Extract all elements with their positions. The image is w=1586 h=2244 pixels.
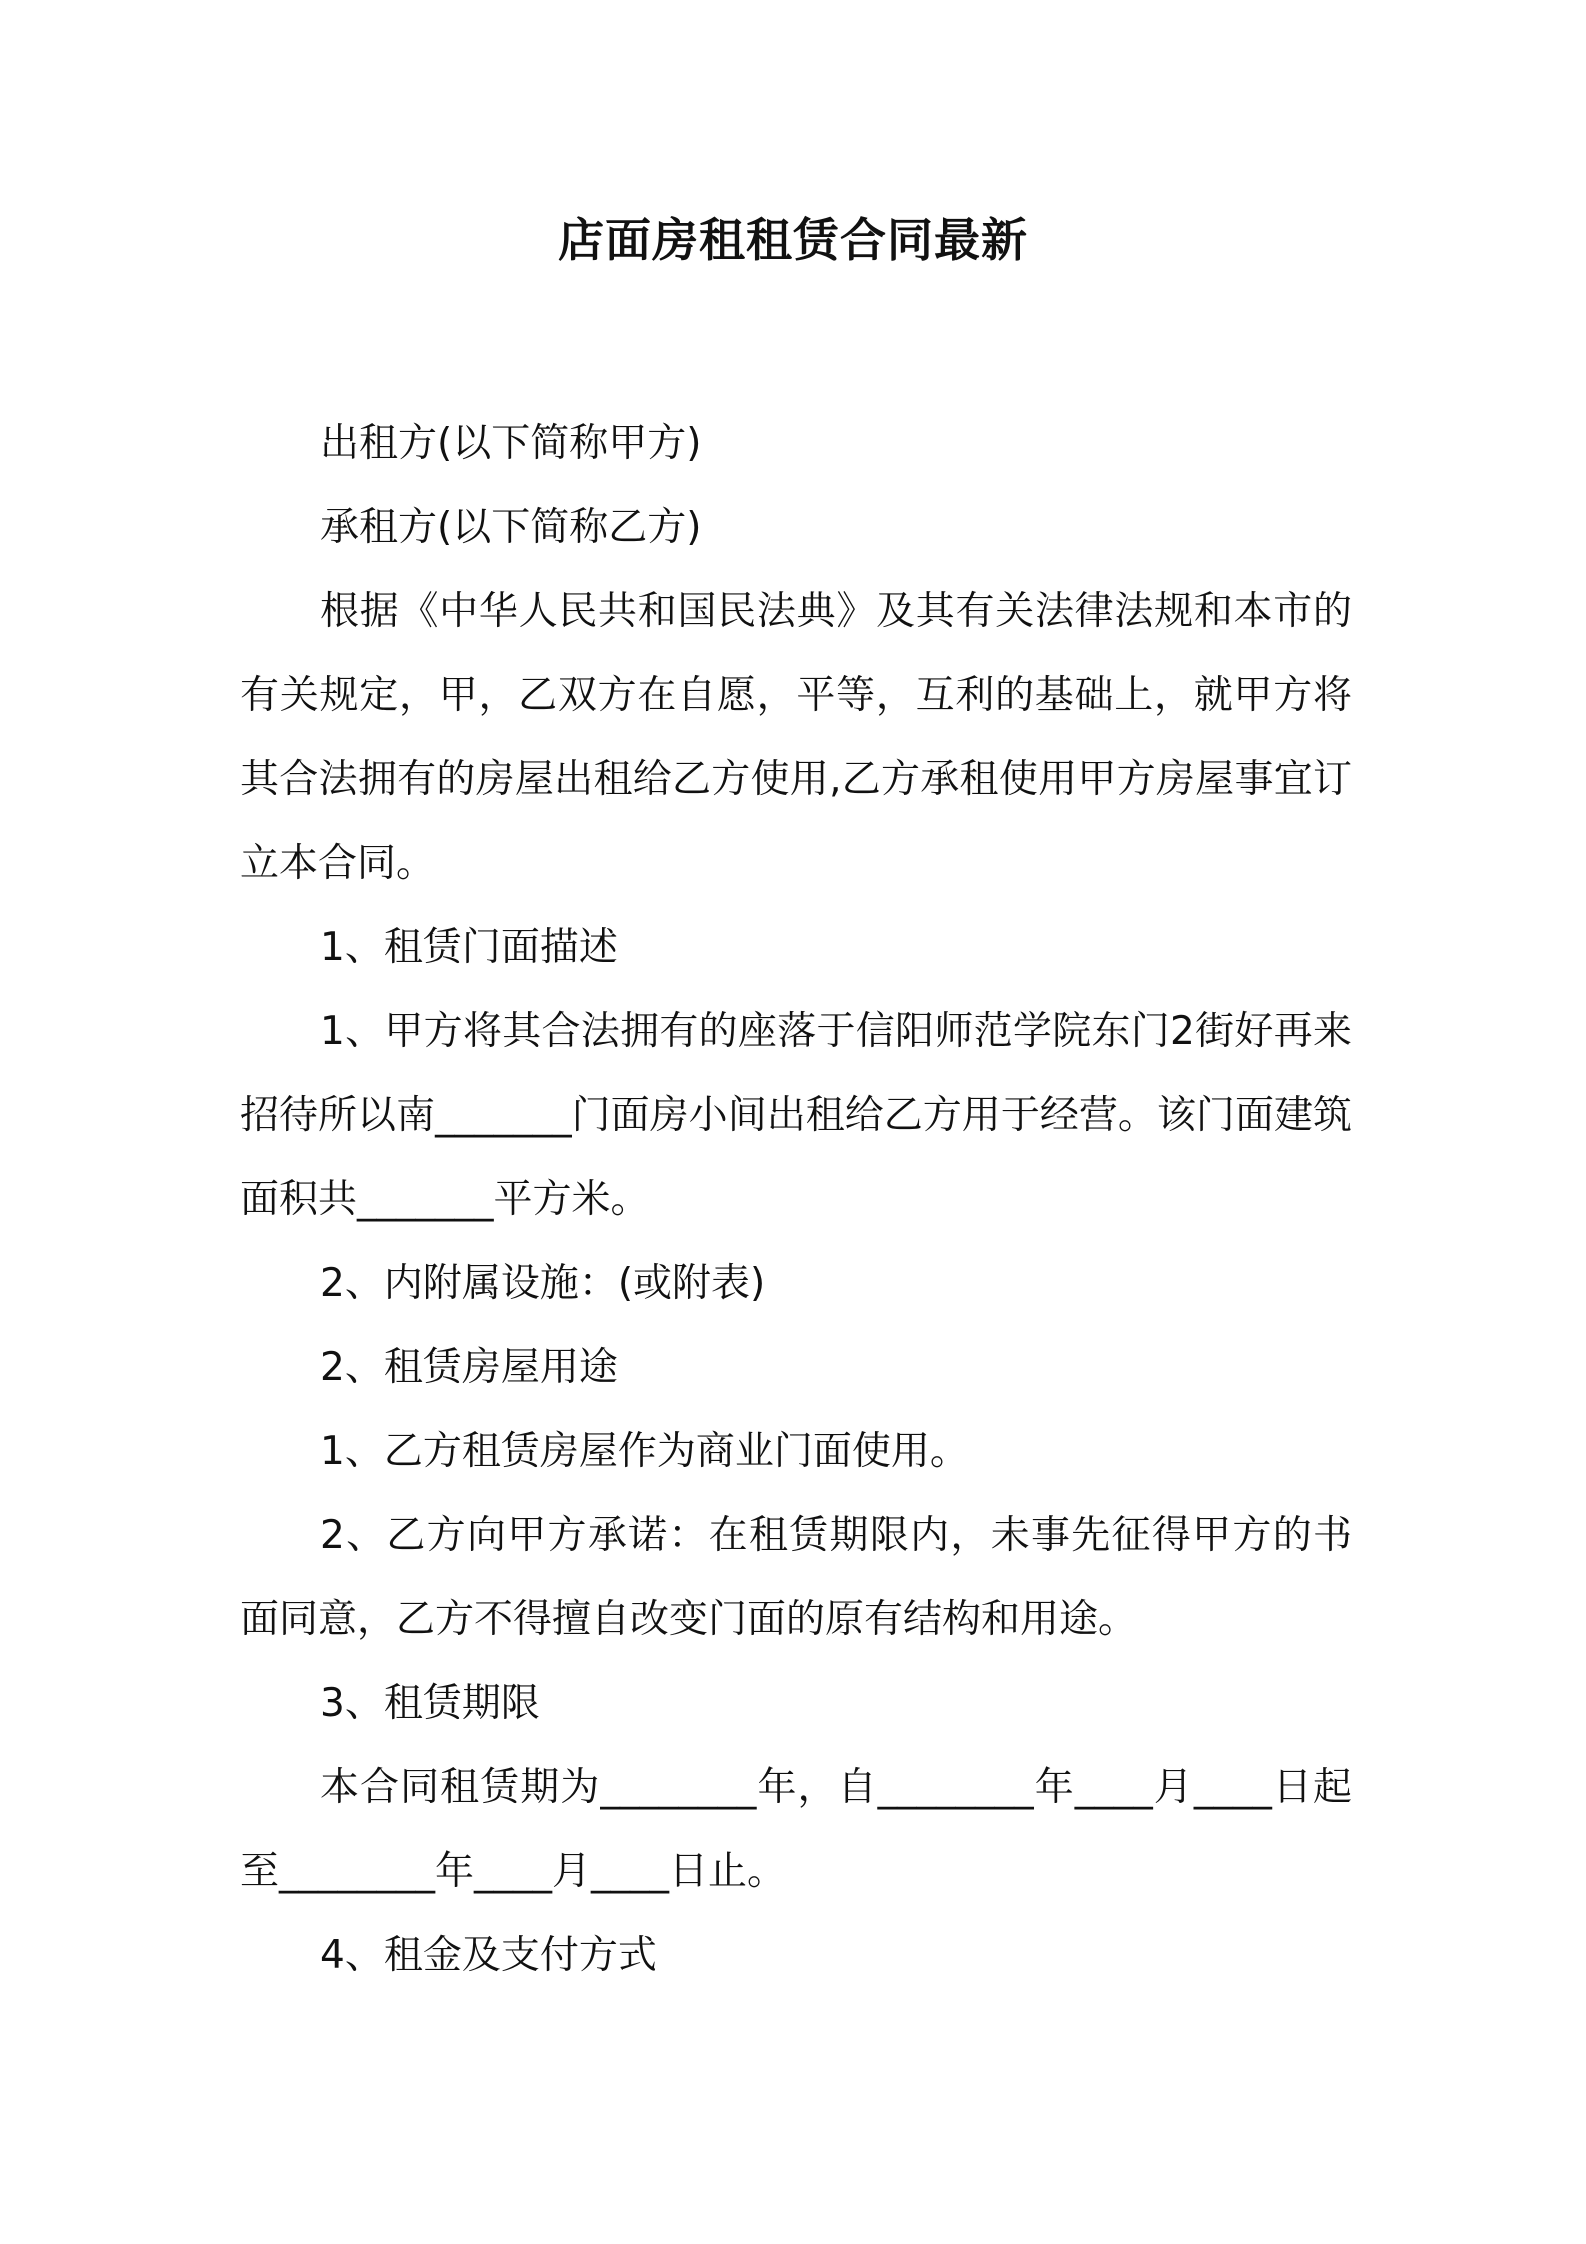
paragraph-storefront-location: 1、甲方将其合法拥有的座落于信阳师范学院东门2街好再来招待所以南_______门面房小间出租给乙方用于经营。该门面建筑面积共_______平方米。 (240, 1009, 1352, 1222)
section-heading-rent: 4、租金及支付方式 (320, 1933, 657, 1978)
section-heading-usage: 2、租赁房屋用途 (320, 1345, 618, 1390)
paragraph-lessee: 承租方(以下简称乙方) (320, 505, 702, 550)
paragraph-facilities: 2、内附属设施：(或附表) (320, 1261, 766, 1306)
paragraph-preamble: 根据《中华人民共和国民法典》及其有关法律法规和本市的有关规定，甲，乙双方在自愿，平等，互利的基础上，就甲方将其合法拥有的房屋出租给乙方使用,乙方承租使用甲方房屋事宜订立本合同。 (240, 589, 1352, 886)
paragraph-lessor: 出租方(以下简称甲方) (320, 421, 702, 466)
section-heading-storefront: 1、租赁门面描述 (320, 925, 618, 970)
paragraph-usage-promise: 2、乙方向甲方承诺：在租赁期限内，未事先征得甲方的书面同意，乙方不得擅自改变门面的原有结构和用途。 (240, 1513, 1352, 1642)
document-title: 店面房租租赁合同最新 (558, 213, 1028, 267)
paragraph-usage-commercial: 1、乙方租赁房屋作为商业门面使用。 (320, 1429, 969, 1474)
document-body (240, 402, 1352, 1998)
paragraph-term-dates: 本合同租赁期为________年，自________年____月____日起至________年____月____日止。 (240, 1765, 1352, 1894)
section-heading-term: 3、租赁期限 (320, 1681, 540, 1726)
